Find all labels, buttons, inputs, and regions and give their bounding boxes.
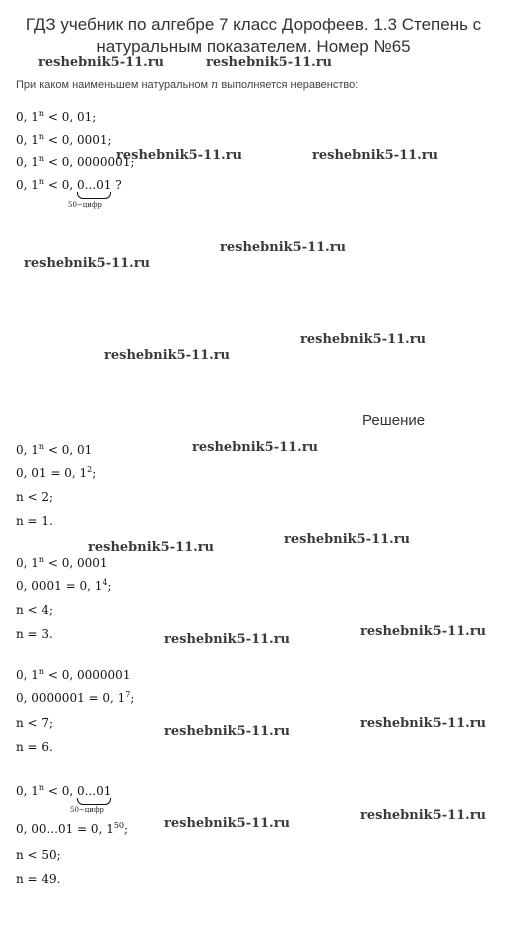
solution-4-inequality: 0, $1^n < 0$, 0...01 [16,784,111,798]
condition-exponent: n [38,154,45,163]
solution-2-equation: 0, 0001 = 0, $1^4$; [16,578,112,593]
solution-4-equation: 0, 00...01 = 0, $1^{50}$; [16,821,129,836]
watermark: reshebnik5-11.ru [220,240,347,255]
solution-3-inequality: 0, $1^n < 0$, 0000001 [16,667,131,682]
watermark: reshebnik5-11.ru [164,632,291,647]
solution-3-bound: n < 7; [16,716,54,730]
watermark: reshebnik5-11.ru [360,808,487,823]
solution-heading: Решение [362,412,426,429]
condition-1 [16,110,96,124]
brace-label: 50−цифр [70,806,104,814]
condition-4 [16,178,122,192]
solution-3-answer: n = 6. [16,740,53,754]
watermark: reshebnik5-11.ru [284,532,411,547]
condition-2 [16,133,112,147]
solution-2-inequality: 0, $1^n < 0$, 0001 [16,555,108,570]
watermark: reshebnik5-11.ru [360,624,487,639]
condition-rhs: < 0, [44,178,78,192]
solution-1-answer: n = 1. [16,514,53,528]
condition-exponent: n [38,177,45,186]
question-variable: n [211,78,219,91]
solution-4-answer: n = 49. [16,872,61,886]
watermark: reshebnik5-11.ru [206,55,333,70]
condition-base: 0, 1 [16,155,39,169]
underbrace-group: 0...01 [77,784,111,798]
watermark: reshebnik5-11.ru [300,332,427,347]
condition-rhs: < 0, 0001; [44,133,112,147]
watermark: reshebnik5-11.ru [192,440,319,455]
solution-1-bound: n < 2; [16,490,54,504]
page-title: ГДЗ учебник по алгебре 7 класс Дорофеев. 1.3 Степень с натуральным показателем. Номер №65 [25,15,482,56]
solution-1-inequality: 0, $1^n < 0$, 01 [16,442,93,457]
condition-rhs: < 0, 0000001; [44,155,135,169]
underbrace-group [77,178,111,192]
solution-3-equation: 0, 0000001 = 0, $1^7$; [16,690,135,705]
solution-4-bound: n < 50; [16,848,61,862]
solution-1-equation: 0, 01 = 0, $1^2$; [16,465,97,480]
watermark: reshebnik5-11.ru [164,724,291,739]
solution-2-bound: n < 4; [16,603,54,617]
question-text [16,78,358,91]
solution-2-answer: n = 3. [16,627,53,641]
watermark: reshebnik5-11.ru [164,816,291,831]
condition-base: 0, 1 [16,178,39,192]
watermark: reshebnik5-11.ru [312,148,439,163]
watermark: reshebnik5-11.ru [116,148,243,163]
watermark: reshebnik5-11.ru [360,716,487,731]
question-after: выполняется неравенство: [221,79,359,91]
watermark: reshebnik5-11.ru [24,256,151,271]
condition-exponent: n [38,109,45,118]
condition-exponent: n [38,132,45,141]
condition-question-mark: ? [111,178,122,192]
watermark: reshebnik5-11.ru [88,540,215,555]
condition-base: 0, 1 [16,110,39,124]
braced-digits: 0...01 [77,178,112,192]
brace-label: 50−цифр [68,201,102,209]
condition-base: 0, 1 [16,133,39,147]
question-before: При каком наименьшем натуральном [16,79,209,91]
watermark: reshebnik5-11.ru [104,348,231,363]
underbrace [77,798,111,805]
underbrace [77,192,111,199]
condition-rhs: < 0, 01; [44,110,97,124]
watermark: reshebnik5-11.ru [38,55,165,70]
